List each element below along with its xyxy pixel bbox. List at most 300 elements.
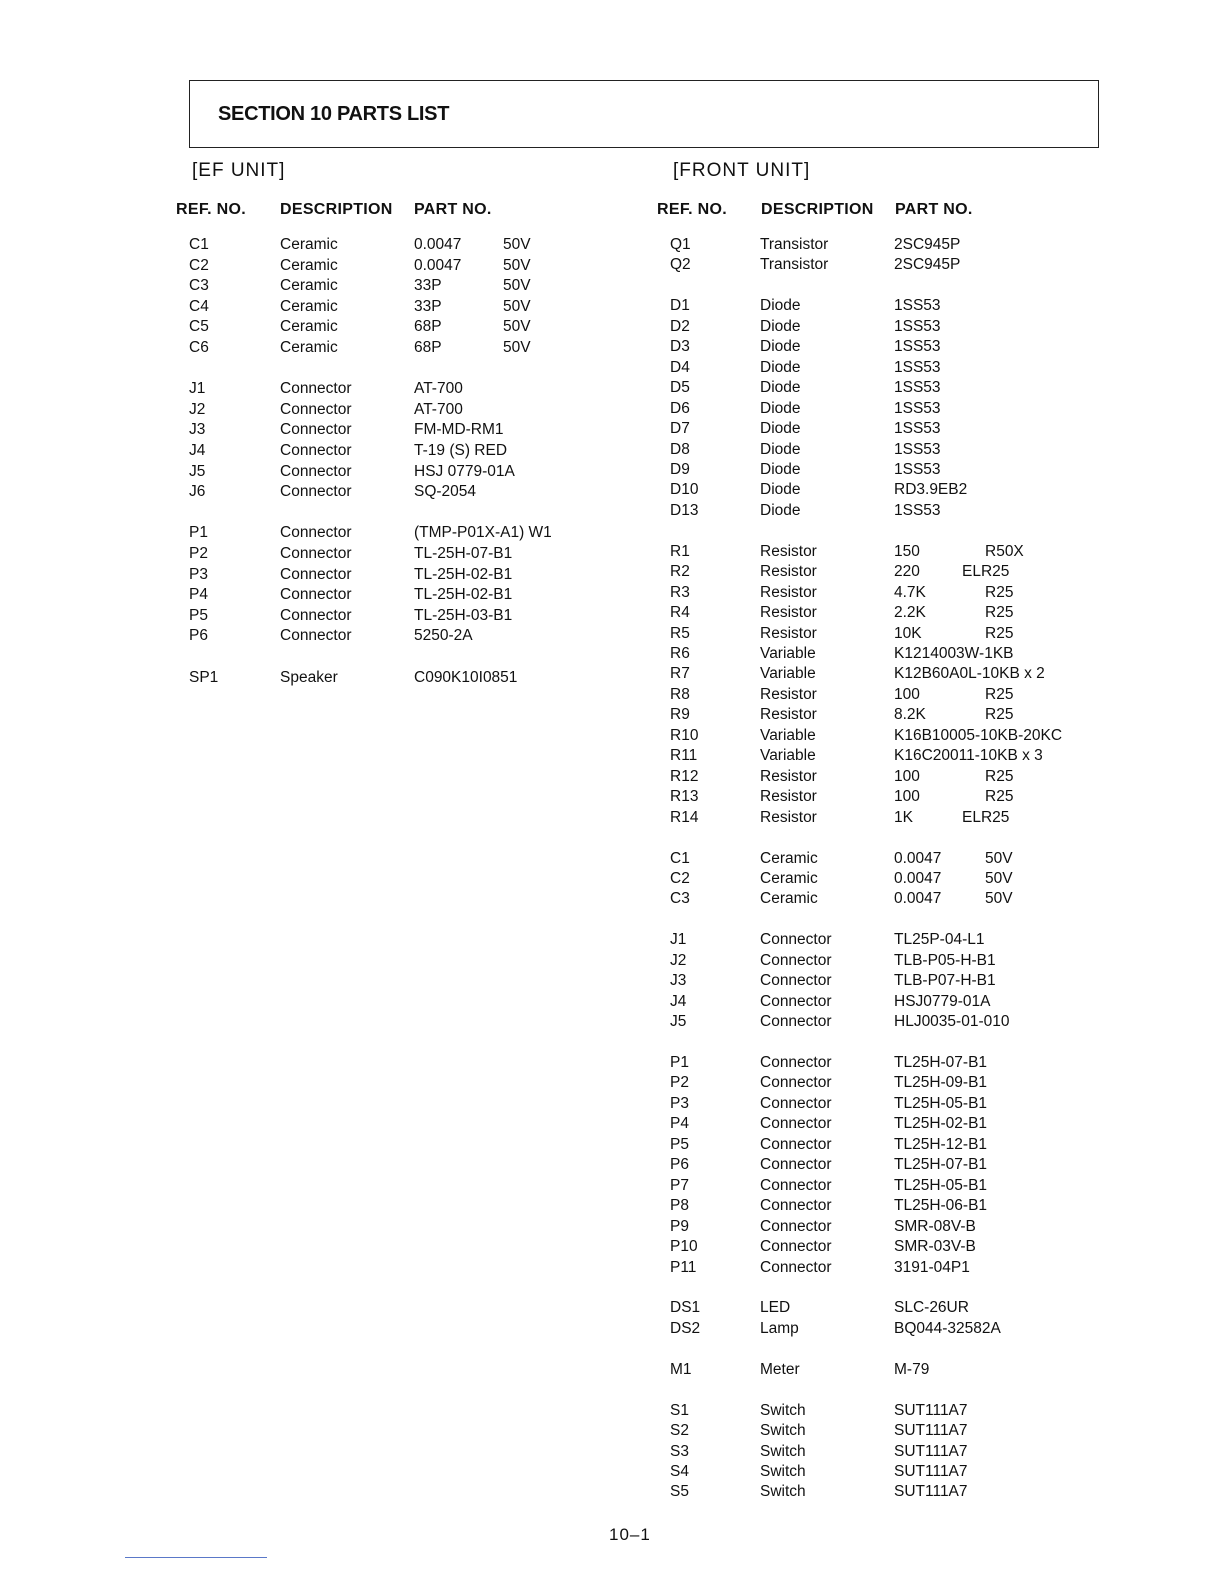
part-row xyxy=(670,1320,1100,1340)
part-no: 68P xyxy=(414,318,442,336)
description: Resistor xyxy=(760,604,817,622)
description: Connector xyxy=(760,951,832,969)
part-row xyxy=(670,359,1100,379)
description: Switch xyxy=(760,1442,806,1460)
part-row xyxy=(670,1156,1100,1176)
part-row xyxy=(670,1177,1100,1197)
part-no: TLB-P07-H-B1 xyxy=(894,972,996,990)
description: Resistor xyxy=(760,624,817,642)
part-no: TL25H-05-B1 xyxy=(894,1176,988,1194)
description: Transistor xyxy=(760,236,829,253)
description: Diode xyxy=(760,399,801,417)
part-no: TL-25H-03-B1 xyxy=(414,606,513,624)
ref-no: J6 xyxy=(189,483,206,501)
ref-no: S1 xyxy=(670,1401,689,1419)
rating: R25 xyxy=(985,604,1014,622)
rating: 50V xyxy=(503,236,531,253)
description: Resistor xyxy=(760,808,817,826)
ref-no: R11 xyxy=(670,747,698,765)
description: Diode xyxy=(760,481,801,499)
part-no: TL-25H-07-B1 xyxy=(414,545,513,562)
ref-no: P4 xyxy=(189,586,208,604)
part-no: 33P xyxy=(414,277,442,295)
ref-no: R8 xyxy=(670,685,690,703)
description: Diode xyxy=(760,338,801,356)
ref-no: D9 xyxy=(670,460,690,478)
part-row xyxy=(189,524,609,544)
ref-no: R9 xyxy=(670,706,690,724)
description: Variable xyxy=(760,726,816,744)
description: Diode xyxy=(760,460,801,478)
description: Ceramic xyxy=(760,869,818,887)
rating: R25 xyxy=(985,583,1014,601)
ref-no: P2 xyxy=(670,1074,689,1092)
description: Connector xyxy=(280,565,352,583)
ref-no: C4 xyxy=(189,297,209,315)
description: Connector xyxy=(760,1115,832,1133)
part-row xyxy=(670,665,1100,685)
description: Diode xyxy=(760,358,801,376)
part-row xyxy=(670,1054,1100,1074)
description: Connector xyxy=(760,992,832,1010)
part-row xyxy=(189,421,609,441)
description: Connector xyxy=(280,545,352,562)
ref-no: P11 xyxy=(670,1258,697,1276)
ref-no: J3 xyxy=(189,421,206,439)
ref-no: D2 xyxy=(670,317,690,335)
part-row xyxy=(189,380,609,400)
part-no: 2SC945P xyxy=(894,256,961,274)
part-no: 1SS53 xyxy=(894,501,941,519)
ref-no: C5 xyxy=(189,318,209,336)
part-row xyxy=(189,669,609,689)
ref-no: R3 xyxy=(670,583,690,601)
part-row xyxy=(670,461,1100,481)
description: Connector xyxy=(760,1258,832,1276)
part-no: 1SS53 xyxy=(894,399,941,417)
description: Connector xyxy=(760,1094,832,1112)
description: Connector xyxy=(280,442,352,459)
description: Resistor xyxy=(760,583,817,601)
part-no: 10K xyxy=(894,624,922,642)
part-no: 8.2K xyxy=(894,706,926,724)
part-no: 3191-04P1 xyxy=(894,1258,970,1276)
part-no: C090K10I0851 xyxy=(414,668,518,686)
description: Ceramic xyxy=(280,297,338,315)
part-no: BQ044-32582A xyxy=(894,1319,1001,1337)
part-no: TL25P-04-L1 xyxy=(894,931,985,949)
description: Connector xyxy=(760,1135,832,1153)
ref-no: J4 xyxy=(189,442,206,459)
part-no: SUT111A7 xyxy=(894,1483,968,1501)
rating: 50V xyxy=(985,890,1013,908)
part-no: FM-MD-RM1 xyxy=(414,421,504,439)
part-row xyxy=(670,788,1100,808)
part-no: 0.0047 xyxy=(894,890,942,908)
part-row xyxy=(670,1238,1100,1258)
description: Resistor xyxy=(760,542,817,560)
description: Variable xyxy=(760,645,816,662)
ref-no: P10 xyxy=(670,1238,698,1256)
description: Connector xyxy=(280,421,352,439)
ref-no: P9 xyxy=(670,1217,689,1235)
part-no: 68P xyxy=(414,339,442,356)
ref-no: P5 xyxy=(189,606,208,624)
description: Connector xyxy=(280,606,352,624)
description: Variable xyxy=(760,747,816,765)
ref-no: R10 xyxy=(670,726,699,744)
ref-no: R4 xyxy=(670,604,690,622)
description: Connector xyxy=(760,931,832,949)
part-row xyxy=(670,584,1100,604)
part-no: 0.0047 xyxy=(414,256,462,274)
description: Ceramic xyxy=(280,256,338,274)
part-no: SUT111A7 xyxy=(894,1442,968,1460)
ef-header-ref: REF. NO. xyxy=(176,201,246,218)
part-no: 33P xyxy=(414,297,442,315)
description: Connector xyxy=(760,1013,832,1031)
part-no: 1SS53 xyxy=(894,338,941,356)
part-row xyxy=(670,1299,1100,1319)
description: Transistor xyxy=(760,256,829,274)
part-no: 150 xyxy=(894,542,920,560)
part-no: K1214003W-1KB xyxy=(894,645,1014,662)
ref-no: J5 xyxy=(670,1013,687,1031)
rating: 50V xyxy=(985,849,1013,867)
ref-no: D1 xyxy=(670,297,690,315)
ref-no: D3 xyxy=(670,338,690,356)
part-no: TL25H-12-B1 xyxy=(894,1135,988,1153)
part-no: 1K xyxy=(894,808,913,826)
ref-no: DS2 xyxy=(670,1319,701,1337)
description: Diode xyxy=(760,420,801,438)
part-row xyxy=(670,1136,1100,1156)
front-unit-title: [FRONT UNIT] xyxy=(673,160,811,181)
description: Meter xyxy=(760,1360,800,1378)
ref-no: S5 xyxy=(670,1483,689,1501)
rating: R25 xyxy=(985,767,1014,785)
part-no: TL-25H-02-B1 xyxy=(414,586,513,604)
part-row xyxy=(670,543,1100,563)
part-no: 1SS53 xyxy=(894,297,941,315)
description: Diode xyxy=(760,317,801,335)
part-no: SLC-26UR xyxy=(894,1299,969,1317)
description: Switch xyxy=(760,1401,806,1419)
part-row xyxy=(670,1483,1100,1503)
description: Connector xyxy=(760,972,832,990)
part-row xyxy=(670,1463,1100,1483)
description: Connector xyxy=(280,483,352,501)
ref-no: J3 xyxy=(670,972,687,990)
part-row xyxy=(670,1402,1100,1422)
part-row xyxy=(189,257,609,277)
part-no: 1SS53 xyxy=(894,460,941,478)
ref-no: P8 xyxy=(670,1197,689,1215)
ref-no: P2 xyxy=(189,545,208,562)
part-row xyxy=(670,297,1100,317)
ref-no: J4 xyxy=(670,992,687,1010)
ref-no: J2 xyxy=(670,951,687,969)
part-no: SUT111A7 xyxy=(894,1463,968,1480)
part-row xyxy=(189,545,609,565)
part-row xyxy=(670,1443,1100,1463)
ef-header-part-no: PART NO. xyxy=(414,201,492,218)
ref-no: D6 xyxy=(670,399,690,417)
part-no: K16C20011-10KB x 3 xyxy=(894,747,1043,765)
ref-no: R13 xyxy=(670,788,699,806)
front-header-description: DESCRIPTION xyxy=(761,201,874,218)
part-row xyxy=(189,627,609,647)
description: LED xyxy=(760,1299,791,1317)
section-header-box xyxy=(189,80,1099,148)
part-no: 1SS53 xyxy=(894,317,941,335)
ref-no: J2 xyxy=(189,400,206,418)
description: Connector xyxy=(280,524,352,542)
part-no: 5250-2A xyxy=(414,627,473,645)
description: Connector xyxy=(760,1074,832,1092)
description: Resistor xyxy=(760,685,817,703)
part-row xyxy=(670,236,1100,256)
part-row xyxy=(670,972,1100,992)
front-header-part-no: PART NO. xyxy=(895,201,973,218)
description: Resistor xyxy=(760,788,817,806)
description: Connector xyxy=(280,586,352,604)
part-no: 4.7K xyxy=(894,583,926,601)
part-no: 1SS53 xyxy=(894,358,941,376)
description: Lamp xyxy=(760,1319,799,1337)
part-row xyxy=(670,1218,1100,1238)
ref-no: C3 xyxy=(670,890,690,908)
ref-no: R6 xyxy=(670,645,690,662)
ref-no: R12 xyxy=(670,767,699,785)
part-row xyxy=(670,809,1100,829)
rating: ELR25 xyxy=(962,563,1010,581)
part-no: 0.0047 xyxy=(894,869,942,887)
description: Ceramic xyxy=(760,890,818,908)
part-row xyxy=(670,1259,1100,1279)
part-no: SUT111A7 xyxy=(894,1401,968,1419)
ref-no: R1 xyxy=(670,542,690,560)
description: Connector xyxy=(280,462,352,480)
ref-no: P3 xyxy=(670,1094,689,1112)
part-no: 2.2K xyxy=(894,604,926,622)
part-row xyxy=(670,379,1100,399)
ref-no: P7 xyxy=(670,1176,689,1194)
ref-no: D10 xyxy=(670,481,699,499)
part-no: K12B60A0L-10KB x 2 xyxy=(894,665,1045,683)
part-row xyxy=(670,1197,1100,1217)
ref-no: C3 xyxy=(189,277,209,295)
ref-no: J1 xyxy=(670,931,687,949)
description: Resistor xyxy=(760,563,817,581)
part-row xyxy=(670,1074,1100,1094)
description: Ceramic xyxy=(280,236,338,253)
ref-no: D8 xyxy=(670,440,690,458)
description: Resistor xyxy=(760,706,817,724)
description: Diode xyxy=(760,297,801,315)
rating: 50V xyxy=(985,869,1013,887)
rating: R25 xyxy=(985,788,1014,806)
footer-rule xyxy=(125,1557,267,1558)
description: Connector xyxy=(280,380,352,398)
description: Diode xyxy=(760,501,801,519)
part-row xyxy=(670,318,1100,338)
part-no: AT-700 xyxy=(414,380,463,398)
part-no: (TMP-P01X-A1) W1 xyxy=(414,524,552,542)
part-row xyxy=(670,890,1100,910)
part-row xyxy=(670,563,1100,583)
description: Speaker xyxy=(280,668,338,686)
part-no: SUT111A7 xyxy=(894,1422,968,1440)
part-row xyxy=(670,850,1100,870)
part-row xyxy=(189,586,609,606)
description: Ceramic xyxy=(280,339,338,356)
part-no: TL25H-05-B1 xyxy=(894,1094,988,1112)
rating: R25 xyxy=(985,685,1014,703)
part-row xyxy=(189,277,609,297)
ref-no: D5 xyxy=(670,379,690,397)
part-row xyxy=(670,1095,1100,1115)
part-row xyxy=(670,256,1100,276)
part-row xyxy=(670,686,1100,706)
part-row xyxy=(189,318,609,338)
ref-no: D4 xyxy=(670,358,690,376)
part-no: T-19 (S) RED xyxy=(414,442,508,459)
part-no: SQ-2054 xyxy=(414,483,477,501)
part-no: 1SS53 xyxy=(894,440,941,458)
part-no: HSJ 0779-01A xyxy=(414,462,515,480)
description: Switch xyxy=(760,1463,806,1480)
section-title: SECTION 10 PARTS LIST xyxy=(218,103,450,125)
part-row xyxy=(670,481,1100,501)
description: Variable xyxy=(760,665,816,683)
part-no: TLB-P05-H-B1 xyxy=(894,951,996,969)
part-row xyxy=(670,727,1100,747)
description: Diode xyxy=(760,440,801,458)
ref-no: P6 xyxy=(189,627,208,645)
part-no: SMR-03V-B xyxy=(894,1238,976,1256)
description: Ceramic xyxy=(760,849,818,867)
ref-no: S2 xyxy=(670,1422,689,1440)
part-no: TL25H-02-B1 xyxy=(894,1115,988,1133)
description: Connector xyxy=(760,1197,832,1215)
part-row xyxy=(670,931,1100,951)
ref-no: DS1 xyxy=(670,1299,701,1317)
ref-no: S4 xyxy=(670,1463,689,1480)
ef-header-description: DESCRIPTION xyxy=(280,201,393,218)
part-no: 0.0047 xyxy=(414,236,462,253)
part-row xyxy=(670,441,1100,461)
part-row xyxy=(189,442,609,462)
ref-no: D7 xyxy=(670,420,690,438)
part-row xyxy=(189,401,609,421)
ref-no: SP1 xyxy=(189,668,219,686)
ref-no: P6 xyxy=(670,1156,689,1174)
part-no: TL-25H-02-B1 xyxy=(414,565,513,583)
ref-no: R14 xyxy=(670,808,699,826)
ref-no: P4 xyxy=(670,1115,689,1133)
rating: R25 xyxy=(985,624,1014,642)
part-row xyxy=(670,768,1100,788)
rating: 50V xyxy=(503,256,531,274)
rating: 50V xyxy=(503,297,531,315)
part-no: HSJ0779-01A xyxy=(894,992,991,1010)
description: Connector xyxy=(280,627,352,645)
rating: ELR25 xyxy=(962,808,1010,826)
part-row xyxy=(189,607,609,627)
ref-no: R2 xyxy=(670,563,690,581)
part-row xyxy=(189,483,609,503)
ef-unit-title: [EF UNIT] xyxy=(192,160,286,181)
ref-no: C2 xyxy=(670,869,690,887)
description: Switch xyxy=(760,1483,806,1501)
part-row xyxy=(670,420,1100,440)
ref-no: C6 xyxy=(189,339,209,356)
part-no: 2SC945P xyxy=(894,236,961,253)
description: Connector xyxy=(280,400,352,418)
description: Ceramic xyxy=(280,277,338,295)
part-no: 220 xyxy=(894,563,920,581)
part-row xyxy=(189,566,609,586)
ref-no: S3 xyxy=(670,1442,689,1460)
part-row xyxy=(670,625,1100,645)
part-no: M-79 xyxy=(894,1360,930,1378)
rating: R50X xyxy=(985,542,1024,560)
part-row xyxy=(670,1013,1100,1033)
part-row xyxy=(189,463,609,483)
rating: 50V xyxy=(503,339,531,356)
ref-no: Q1 xyxy=(670,236,691,253)
ref-no: P1 xyxy=(189,524,208,542)
part-no: K16B10005-10KB-20KC xyxy=(894,726,1063,744)
description: Connector xyxy=(760,1238,832,1256)
page-number: 10–1 xyxy=(609,1525,651,1544)
ref-no: P1 xyxy=(670,1054,689,1071)
part-row xyxy=(670,338,1100,358)
part-row xyxy=(670,870,1100,890)
part-row xyxy=(189,298,609,318)
ref-no: J1 xyxy=(189,380,206,398)
description: Switch xyxy=(760,1422,806,1440)
ref-no: M1 xyxy=(670,1360,692,1378)
rating: 50V xyxy=(503,318,531,336)
rating: R25 xyxy=(985,706,1014,724)
ref-no: P5 xyxy=(670,1135,689,1153)
ref-no: J5 xyxy=(189,462,206,480)
part-no: TL25H-09-B1 xyxy=(894,1074,988,1092)
part-no: 0.0047 xyxy=(894,849,942,867)
description: Connector xyxy=(760,1156,832,1174)
rating: 50V xyxy=(503,277,531,295)
description: Connector xyxy=(760,1176,832,1194)
ref-no: R5 xyxy=(670,624,690,642)
description: Connector xyxy=(760,1054,832,1071)
part-no: TL25H-06-B1 xyxy=(894,1197,988,1215)
part-no: 1SS53 xyxy=(894,379,941,397)
ref-no: C2 xyxy=(189,256,209,274)
part-row xyxy=(670,747,1100,767)
part-no: 100 xyxy=(894,788,920,806)
part-row xyxy=(670,1115,1100,1135)
ref-no: Q2 xyxy=(670,256,691,274)
part-row xyxy=(670,1422,1100,1442)
ref-no: C1 xyxy=(189,236,209,253)
part-row xyxy=(670,400,1100,420)
part-no: RD3.9EB2 xyxy=(894,481,968,499)
front-header-ref: REF. NO. xyxy=(657,201,727,218)
description: Resistor xyxy=(760,767,817,785)
part-no: 100 xyxy=(894,685,920,703)
